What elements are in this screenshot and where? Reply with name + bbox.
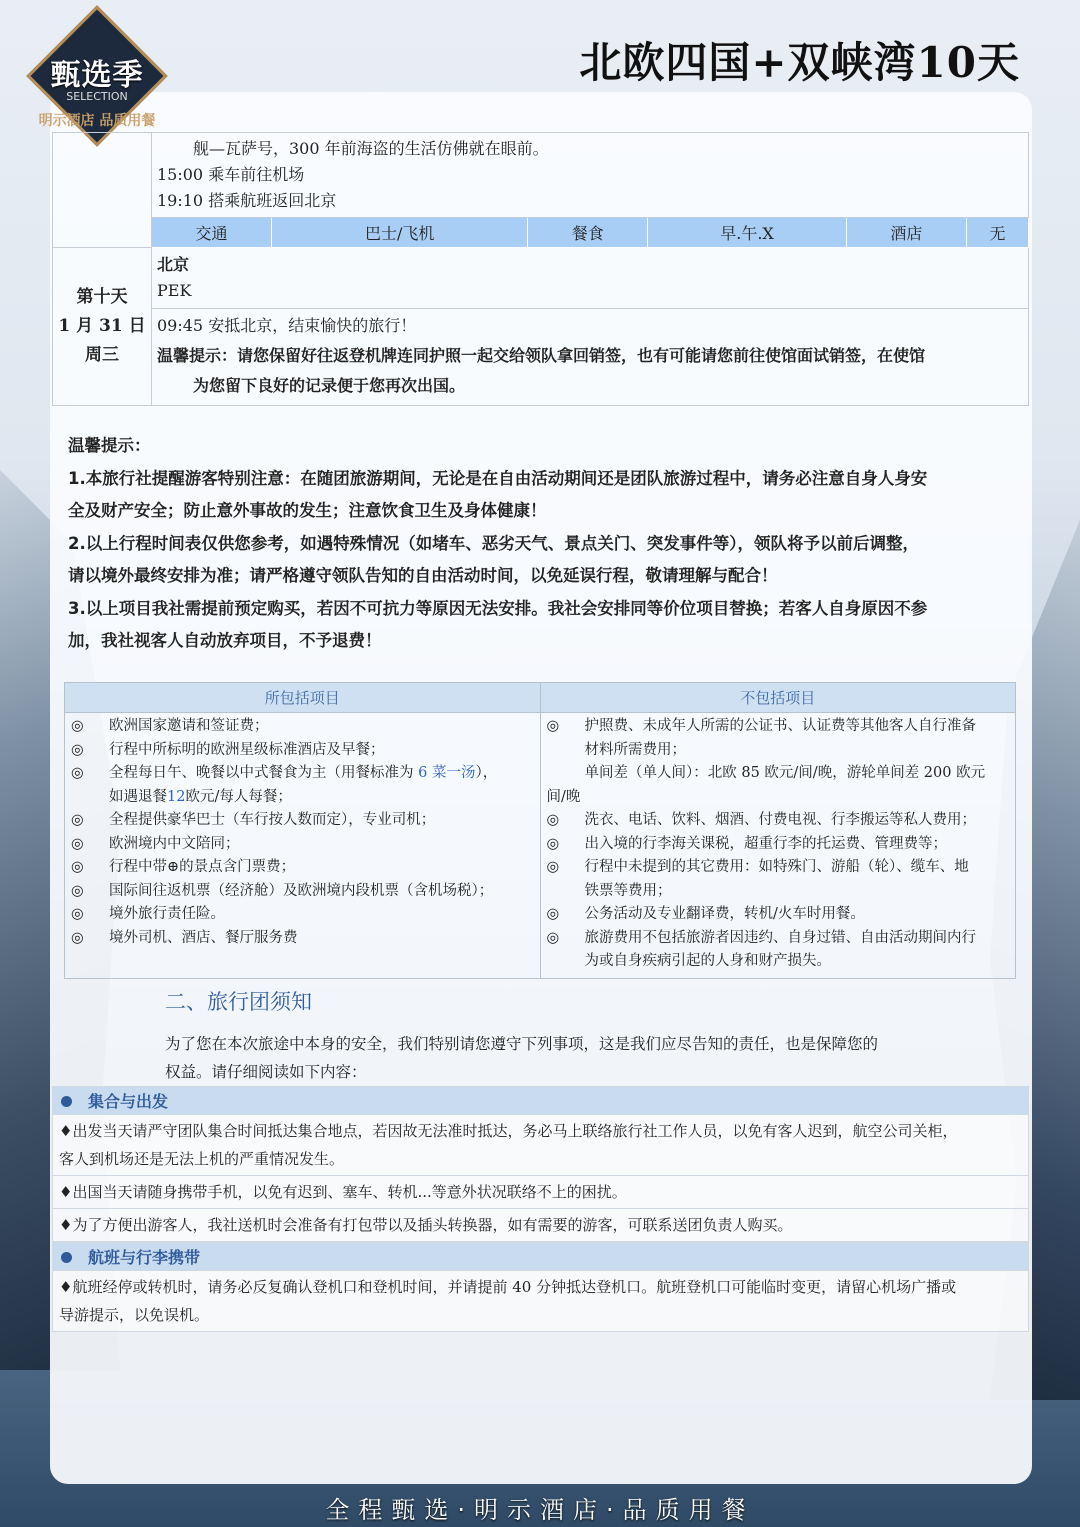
day-line: 09:45 安抵北京，结束愉快的旅行！	[157, 316, 417, 335]
tip-item: 2.以上行程时间表仅供您参考，如遇特殊情况（如堵车、恶劣天气、景点关门、突发事件等），领队将予以前后调整，	[68, 533, 919, 553]
notice-row: ♦为了方便出游客人，我社送机时会准备有打包带以及插头转换器，如有需要的游客，可联系送团负责人购买。	[52, 1209, 1029, 1242]
bullet-icon: ◎	[71, 741, 84, 758]
notice-row: ♦出国当天请随身携带手机，以免有迟到、塞车、转机...等意外状况联络不上的困扰。	[52, 1176, 1029, 1209]
prev-line: 舰—瓦萨号，300 年前海盗的生活仿佛就在眼前。	[193, 139, 549, 158]
prev-line: 19:10 搭乘航班返回北京	[157, 191, 337, 210]
meal-standard: 6 菜一汤	[418, 765, 476, 781]
notice-row	[52, 1115, 1029, 1176]
notice-text: ♦航班经停或转机时，请务必反复确认登机口和登机时间，并请提前 40 分钟抵达登机口。航班登机口可能临时变更，请留心机场广播或	[59, 1278, 957, 1296]
brand-logo	[22, 8, 172, 148]
intro-line: 为了您在本次旅途中本身的安全，我们特别请您遵守下列事项，这是我们应尽告知的责任，也是保障您的	[165, 1035, 879, 1053]
included-item: 国际间往返机票（经济舱）及欧洲境内段机票（含机场税）；	[109, 882, 494, 899]
day-tip-cont: 为您留下良好的记录便于您再次出国。	[193, 376, 466, 395]
day-date: 1 月 31 日	[58, 316, 146, 336]
day-airport-code: PEK	[157, 281, 192, 300]
bullet-icon: ◎	[71, 859, 84, 875]
prev-info-bar	[53, 218, 1029, 248]
excluded-column	[540, 713, 1016, 979]
bar-cell: 早.午.X	[648, 218, 847, 248]
tip-item: 请以境外最终安排为准；请严格遵守领队告知的自由活动时间，以免延误行程，敬请理解与配合！	[68, 566, 778, 585]
excluded-item: 行程中未提到的其它费用：如特殊门、游船（轮）、缆车、地	[584, 859, 969, 875]
prev-day-content	[152, 133, 1029, 218]
prev-line: 15:00 乘车前往机场	[157, 165, 305, 184]
excluded-item-cont: 材料所需费用；	[584, 741, 686, 758]
section-intro	[165, 1030, 945, 1086]
bar-cell: 交通	[152, 218, 272, 248]
tip-item: 加，我社视客人自动放弃项目，不予退费！	[68, 631, 382, 650]
bar-cell: 餐食	[528, 218, 648, 248]
bullet-icon: ◎	[71, 929, 84, 946]
logo-slogan: 明示酒店 品质用餐	[38, 113, 156, 129]
bullet-icon: ◎	[71, 906, 84, 922]
excluded-item: 洗衣、电话、饮料、烟酒、付费电视、行李搬运等私人费用；	[584, 812, 976, 828]
itinerary-table	[52, 132, 1029, 406]
day-weekday: 周三	[85, 345, 119, 365]
included-header: 所包括项目	[65, 683, 541, 713]
notice-row	[52, 1271, 1029, 1332]
excluded-item-cont: 铁票等费用；	[584, 882, 672, 899]
day-name: 第十天	[76, 287, 128, 307]
day-city-cell	[152, 248, 1029, 309]
notice-header	[52, 1242, 1029, 1271]
footer-slogan: 全程甄选·明示酒店·品质用餐	[325, 1496, 755, 1524]
included-item: 境外旅行责任险。	[109, 906, 225, 922]
logo-title: 甄选季	[50, 58, 144, 93]
included-column	[65, 713, 541, 979]
bullet-icon: ◎	[71, 835, 84, 852]
included-item: 欧洲境内中文陪同；	[109, 835, 240, 852]
tip-item: 全及财产安全；防止意外事故的发生；注意饮食卫生及身体健康！	[68, 501, 547, 520]
notice-table	[52, 1086, 1029, 1332]
notice-header	[52, 1086, 1029, 1115]
bullet-icon: ◎	[71, 882, 84, 899]
excluded-item: 公务活动及专业翻译费，转机/火车时用餐。	[584, 906, 865, 922]
day-city: 北京	[157, 255, 190, 274]
warm-tips	[68, 430, 1018, 658]
included-item-cont: 如遇退餐 12 欧元/每人每餐；	[71, 786, 534, 810]
page-title: 北欧四国+双峡湾10天	[579, 38, 1020, 87]
tip-item: 3.以上项目我社需提前预定购买，若因不可抗力等原因无法安排。我社会安排同等价位项目替换；若客人自身原因不参	[68, 598, 928, 618]
day-label-cell	[53, 248, 152, 406]
inclusions-table	[64, 682, 1016, 979]
section-title: 二、旅行团须知	[165, 990, 312, 1014]
included-item: 欧洲国家邀请和签证费；	[109, 718, 269, 734]
excluded-item: 护照费、未成年人所需的公证书、认证费等其他客人自行准备	[584, 718, 976, 734]
excluded-item: 出入境的行李海关课税，超重行李的托运费、管理费等；	[584, 835, 947, 852]
tips-title: 温馨提示：	[68, 436, 151, 455]
excluded-item-cont: 间/晚	[546, 788, 581, 805]
bullet-icon: ◎	[546, 859, 560, 875]
meal-refund: 12	[167, 788, 186, 805]
notice-header-label: 集合与出发	[88, 1092, 169, 1111]
bar-cell: 酒店	[846, 218, 966, 248]
bar-cell: 巴士/飞机	[272, 218, 528, 248]
included-item: 行程中带⊕的景点含门票费；	[109, 859, 296, 875]
day-tip: 温馨提示：请您保留好往返登机牌连同护照一起交给领队拿回销签，也有可能请您前往使馆面试销签，在使馆	[157, 346, 926, 365]
included-item: 境外司机、酒店、餐厅服务费	[109, 929, 298, 946]
bullet-icon: ◎	[71, 765, 84, 781]
bullet-icon: ◎	[546, 718, 560, 734]
excluded-item-cont: 为或自身疾病引起的人身和财产损失。	[584, 953, 831, 969]
excluded-item: 旅游费用不包括旅游者因违约、自身过错、自由活动期间内行	[584, 929, 976, 946]
excluded-header: 不包括项目	[540, 683, 1016, 713]
notice-header-label: 航班与行李携带	[88, 1248, 201, 1267]
notice-text: 导游提示，以免误机。	[59, 1306, 210, 1324]
bullet-icon: ◎	[546, 929, 560, 946]
intro-line: 权益。请仔细阅读如下内容：	[165, 1063, 367, 1081]
prev-day-cell	[53, 133, 152, 248]
included-item: 全程提供豪华巴士（车行按人数而定），专业司机；	[109, 812, 436, 828]
notice-text: ♦出发当天请严守团队集合时间抵达集合地点，若因故无法准时抵达，务必马上联络旅行社工作人员，以免有客人迟到，航空公司关柜，	[59, 1122, 958, 1140]
included-item: 全程每日午、晚餐以中式餐食为主（用餐标准为 6 菜一汤），	[109, 765, 498, 781]
bullet-icon: ◎	[546, 835, 560, 852]
logo-en: SELECTION	[66, 90, 128, 103]
notice-text: 客人到机场还是无法上机的严重情况发生。	[59, 1150, 345, 1168]
included-item: 行程中所标明的欧洲星级标准酒店及早餐；	[109, 741, 385, 758]
bar-cell: 无	[966, 218, 1028, 248]
bullet-icon: ◎	[71, 718, 84, 734]
bullet-icon: ◎	[546, 812, 560, 828]
bullet-dot-icon	[61, 1252, 72, 1263]
tip-item: 1.本旅行社提醒游客特别注意：在随团旅游期间，无论是在自由活动期间还是团队旅游过程中，请务必注意自身人身安	[68, 468, 928, 488]
bullet-dot-icon	[61, 1096, 72, 1107]
bullet-icon: ◎	[546, 906, 560, 922]
bullet-icon: ◎	[71, 812, 84, 828]
day-content-cell	[152, 309, 1029, 406]
excluded-item: 单间差（单人间）：北欧 85 欧元/间/晚，游轮单间差 200 欧元	[584, 765, 986, 781]
